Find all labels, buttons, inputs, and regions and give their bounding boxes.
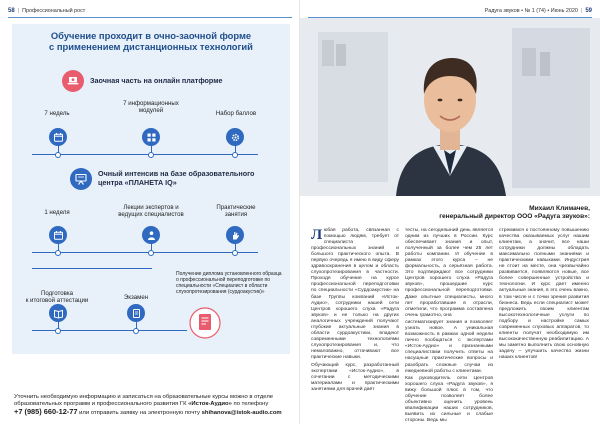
article-column-3: стремимся к постоянному повышению качества оказываемых услуг нашим клиентам, а значит, все наши сотрудники должны обладать максимально полными знаниями и практическими навыками. Индустрия не стоит на месте, она чрезвычайно развивается, появляются новые, все более совершенные устройства и технологии. И курс дает именно актуальные знания, в это очень важно, в том числе и с точки зрения развития бизнеса. Ведь если специалист может предложить своим клиентам высокотехнологичные услуги по подбору и настройке самых современных слуховых аппаратов, то клиенты получат необходимую им высококачественную реабилитацию. А мы заметно выполнить свою основную задачу – улучшить качество жизни наших клиентов! (499, 228, 589, 360)
person-name: Михаил Климачев, (529, 205, 590, 212)
drop-cap: Л (311, 226, 323, 243)
online-section-title: Заочная часть на онлайн платформе (90, 76, 223, 85)
issue-info: Радуга звуков • № 1 (74) • Июнь 2020 (484, 8, 578, 14)
person-role: генеральный директор ООО «Радуга звуков»: (439, 213, 590, 220)
one-week-label: 1 неделя (44, 209, 70, 216)
book-icon (49, 304, 67, 322)
exam-sheet-icon (127, 304, 145, 322)
calendar-icon (49, 226, 67, 244)
header-separator-right: | (580, 8, 583, 14)
left-running-header (8, 6, 85, 16)
gear-icon (226, 128, 244, 146)
left-header-rule (8, 17, 292, 18)
photo-caption (310, 205, 590, 221)
attestation-label: Подготовка к итоговой аттестации (25, 290, 89, 305)
final-timeline-top (32, 268, 152, 269)
left-section-title: Профессиональный рост (22, 8, 86, 14)
infographic-title: Обучение проходит в очно-заочной форме с применением дистанционных технологий (49, 30, 253, 52)
online-timeline (32, 154, 258, 155)
article-column-2: тесты, на сегодняшний день является одним из лучших в России. Курс обеспечивает знания и опыт, полученный за более чем 25 лет работы компании. И обучение в рамках этого курса – не формальность, а серьёзная работа. Это подтверждают все сотрудники Центров хорошего слуха «Радуга звуков», прошедшие курс профессиональной переподготовки. Даже опытные специалисты, много лет проработавшие в отрасли, отметили, что программа составлена очень грамотно, она систематизирует знания и позволяет узнать новое. А уникальная возможность в рамках одной недели лично пообщаться с экспертами «Исток-Аудио» и признанными специалистами получить ответы на насущные практические вопросы и разобрать сложные случаи из ежедневной работы с клиентами. Как руководитель сети Центров хорошего слуха «Радуга звуков», я вижу большой плюс в том, что обучение позволяет более объективно оценить уровень квалификации наших сотрудников, выявить их сильные и слабые стороны. Ведь мы (405, 228, 493, 424)
right-running-header (485, 6, 592, 16)
training-infographic (12, 24, 290, 354)
score-label: Набор баллов (215, 110, 257, 117)
diploma-icon (190, 306, 220, 340)
intensive-timeline (32, 252, 258, 253)
portrait-photo (300, 18, 600, 196)
left-page-number: 58 (8, 8, 15, 14)
article-column-1: Любая работа, связанная с помощью людям, требует от специалиста профессиональных знаний и большого практического опыта. В первую очередь я имею в виду сферу здравоохранения в целом и область слухопротезирования в частности. Проходя обучение на курсе профессиональной переподготовки по специальности «Сурдоакустик» на базе Группы компаний «Исток-Аудио», сотрудники нашей сети Центров хорошего слуха «Радуга звуков» и не только на других аналогичных учреждений получают глубокие актуальные знания в области сурдоакустики, владеют современными технологиями слухопротезирования и, что немаловажно, оттачивают все практические навыки. Обучающий курс, разработанный экспертами «Исток-Аудио», в сочетании с методическими материалами и практическими занятиями для врачей даёт (311, 226, 399, 392)
speaker-icon (142, 226, 160, 244)
email-link[interactable]: shihanova@istok-audio.com (201, 410, 282, 417)
laptop-icon (62, 70, 84, 92)
contact-info: Уточнить необходимую информацию и записаться на образовательные курсы можно в отделе образовательных программ и профессионального развития ГК «Исток-Аудио» по телефону +7 (985) 660-12-77 или отправить заявку на электронную почту shihanova@istok-audio.com (14, 394, 282, 417)
hand-icon (226, 226, 244, 244)
modules-grid-icon (142, 128, 160, 146)
lectures-label: Лекции экспертов и ведущих специалистов (118, 204, 184, 219)
practice-label: Практические занятия (216, 204, 256, 219)
exam-label: Экзамен (123, 294, 149, 301)
diploma-label: Получение диплома установленного образца о профессиональной переподготовке по специальности «Специалист в области слухопротезирования (сурдоакустик)» (176, 271, 282, 295)
right-page-number: 59 (585, 8, 592, 14)
weeks-label: 7 недель (44, 110, 70, 117)
calendar-icon (49, 128, 67, 146)
phone-number[interactable]: +7 (985) 660-12-77 (14, 407, 78, 417)
header-separator: | (17, 8, 20, 14)
intensive-section-title: Очный интенсив на базе образовательного центра «ПЛАНЕТА IQ» (98, 169, 255, 187)
presentation-board-icon (70, 168, 92, 190)
modules-label: 7 информационных модулей (123, 100, 179, 115)
